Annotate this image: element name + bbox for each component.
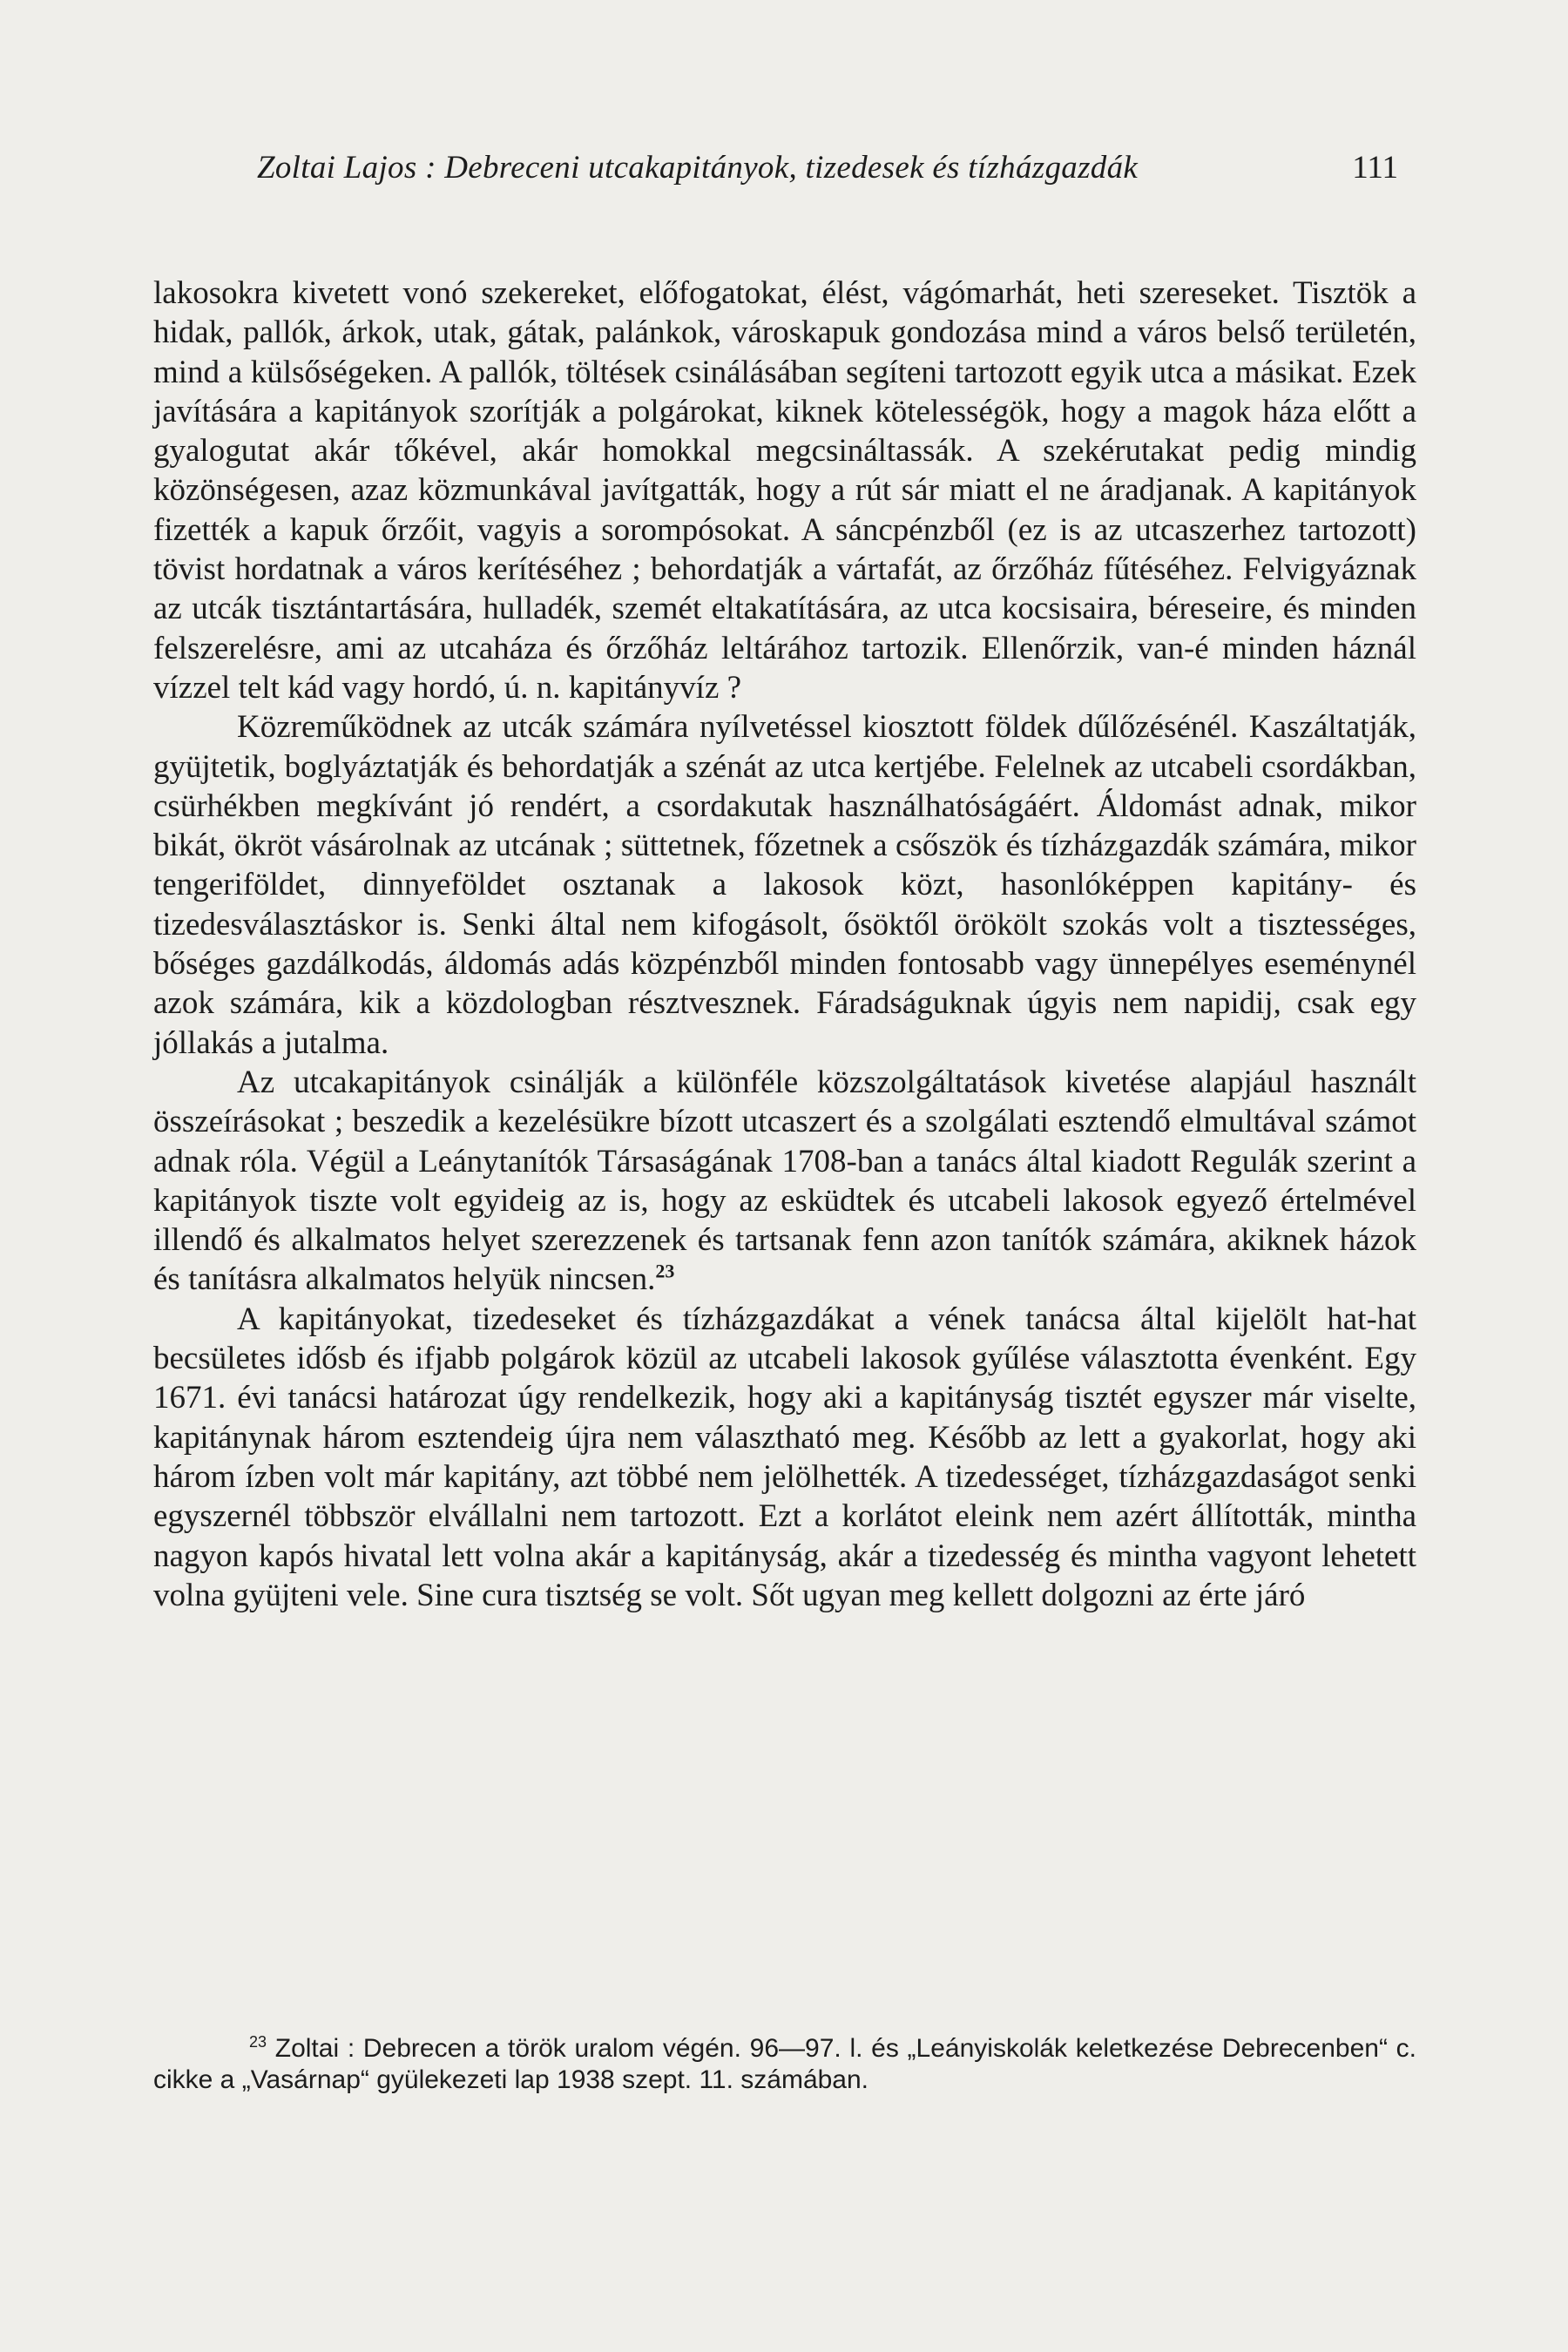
footnote-paragraph bbox=[153, 2033, 1416, 2096]
paragraph-4 bbox=[153, 1300, 1416, 1615]
paragraph-2-text: Közreműködnek az utcák számára nyílvetéssel kiosztott földek dűlőzésénél. Kaszáltatják, gyüjtetik, boglyáztatják és behordatják a szénát az utca kertjébe. Felelnek az utcabeli csordákban, csürhékben megkívánt jó rendért, a csordakutak használhatóságáért. Áldomást adnak, mikor bikát, ökröt vásárolnak az utcának ; süttetnek, főzetnek a csőszök és tízházgazdák számára, mikor tengeriföldet, dinnyeföldet osztanak a lakosok közt, hasonlóképpen kapitány- és tizedesválasztáskor is. Senki által nem kifogásolt, ősöktől örökölt szokás volt a tisztességes, bőséges gazdálkodás, áldomás adás közpénzből minden fontosabb vagy ünnepélyes eseménynél azok számára, kik a közdologban résztvesznek. Fáradságuknak úgyis nem napidij, csak egy jóllakás a jutalma. bbox=[153, 709, 1416, 1061]
running-title: Zoltai Lajos : Debreceni utcakapitányok, tizedesek és tízházgazdák bbox=[257, 150, 1139, 186]
paragraph-3 bbox=[153, 1063, 1416, 1300]
paragraph-1-text: lakosokra kivetett vonó szekereket, előfogatokat, élést, vágómarhát, heti szereseket. Tisztök a hidak, pallók, árkok, utak, gátak, palánkok, városkapuk gondozása mind a város belső területén, mind a külsőségeken. A pallók, töltések csinálásában segíteni tartozott egyik utca a másikat. Ezek javítására a kapitányok szorítják a polgárokat, kiknek kötelességök, hogy a magok háza előtt a gyalogutat akár tőkével, akár homokkal megcsináltassák. A szekérutakat pedig mindig közönségesen, azaz közmunkával javítgatták, hogy a rút sár miatt el ne áradjanak. A kapitányok fizették a kapuk őrzőit, vagyis a sorompósokat. A sáncpénzből (ez is az utcaszerhez tartozott) tövist hordatnak a város kerítéséhez ; behordatják a vártafát, az őrzőház fűtéséhez. Felvigyáznak az utcák tisztántartására, hulladék, szemét eltakatítására, az utca kocsisaira, béreseire, és minden felszerelésre, ami az utcaháza és őrzőház leltárához tartozik. Ellenőrzik, van-é minden háznál vízzel telt kád vagy hordó, ú. n. kapitányvíz ? bbox=[153, 275, 1416, 706]
footnote-mark: 23 bbox=[249, 2033, 267, 2051]
footnote-reference: 23 bbox=[655, 1260, 675, 1283]
footnote-text: Zoltai : Debrecen a török uralom végén. 96—97. l. és „Leányiskolák keletkezése Debrecenben“ c. cikke a „Vasárnap“ gyülekezeti lap 1938 szept. 11. számában. bbox=[153, 2034, 1416, 2094]
body-text bbox=[153, 274, 1416, 1615]
paragraph-2 bbox=[153, 707, 1416, 1063]
paragraph-4-text: A kapitányokat, tizedeseket és tízházgazdákat a vének tanácsa által kijelölt hat-hat becsületes idősb és ifjabb polgárok közül az utcabeli lakosok gyűlése választotta évenként. Egy 1671. évi tanácsi határozat úgy rendelkezik, hogy aki a kapitányság tisztét egyszer már viselte, kapitánynak három esztendeig újra nem választható meg. Később az lett a gyakorlat, hogy aki három ízben volt már kapitány, azt többé nem jelölhették. A tizedességet, tízházgazdaságot senki egyszernél többször elvállalni nem tartozott. Ezt a korlátot eleink nem azért állították, mintha nagyon kapós hivatal lett volna akár a kapitányság, akár a tizedesség és mintha vagyont lehetett volna gyüjteni vele. Sine cura tisztség se volt. Sőt ugyan meg kellett dolgozni az érte járó bbox=[153, 1301, 1416, 1613]
footnote bbox=[153, 2033, 1416, 2096]
page-number: 111 bbox=[1352, 150, 1398, 186]
running-head bbox=[257, 146, 1398, 190]
paragraph-3-text: Az utcakapitányok csinálják a különféle közszolgáltatások kivetése alapjául használt összeírásokat ; beszedik a kezelésükre bízott utcaszert és a szolgálati esztendő elmultával számot adnak róla. Végül a Leánytanítók Társaságának 1708-ban a tanács által kiadott Regulák szerint a kapitányok tiszte volt egyideig az is, hogy az esküdtek és utcabeli lakosok egyező értelmével illendő és alkalmatos helyet szerezzenek és tartsanak fenn azon tanítók számára, akiknek házok és tanításra alkalmatos helyük nincsen. bbox=[153, 1064, 1416, 1298]
paragraph-1 bbox=[153, 274, 1416, 707]
